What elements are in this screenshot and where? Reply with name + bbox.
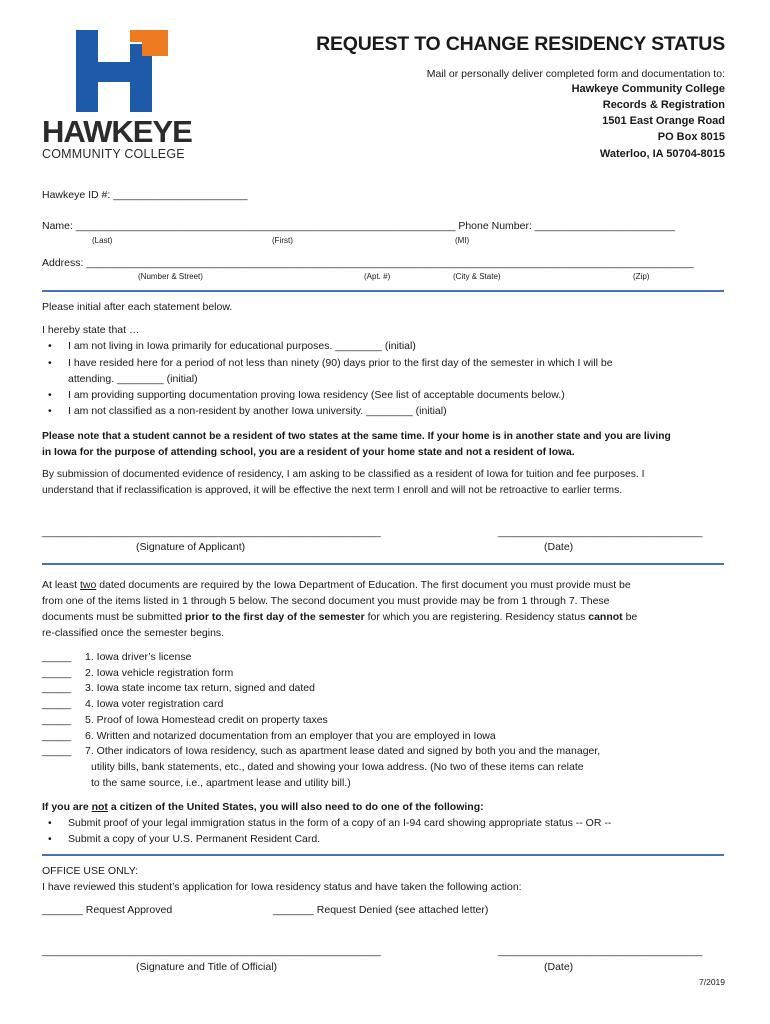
statement-2: I have resided here for a period of not less than ninety (90) days prior to the first day of the semester in which I will be — [68, 357, 613, 369]
official-signature-label: (Signature and Title of Official) — [136, 961, 278, 973]
statement-2-cont[interactable]: attending. ________ (initial) — [68, 373, 198, 385]
residency-note-2: in Iowa for the purpose of attending school, you are a resident of your home state and not a resident of Iowa. — [42, 447, 575, 458]
doc-checkbox-blank[interactable]: _____ — [42, 682, 72, 694]
bullet: • — [48, 389, 52, 401]
label-first: (First) — [272, 236, 293, 245]
label-last: (Last) — [92, 236, 113, 245]
divider-1 — [42, 290, 724, 292]
statement-1[interactable]: I am not living in Iowa primarily for educational purposes. ________ (initial) — [68, 340, 416, 352]
official-date-label: (Date) — [544, 961, 574, 973]
doc-item-7-cont-1: utility bills, bank statements, etc., dated and showing your Iowa address. (No two of these items can relate — [91, 761, 584, 773]
doc-item-5: 5. Proof of Iowa Homestead credit on property taxes — [85, 714, 328, 726]
form-title: REQUEST TO CHANGE RESIDENCY STATUS — [316, 33, 725, 55]
doc-item-1: 1. Iowa driver’s license — [85, 651, 192, 663]
statement-lead: I hereby state that … — [42, 324, 140, 336]
residency-note-1: Please note that a student cannot be a resident of two states at the same time. If your home is in another state and you are living — [42, 431, 671, 442]
address-line-5: Waterloo, IA 50704-8015 — [599, 148, 725, 160]
bullet: • — [48, 817, 52, 829]
label-city-state: (City & State) — [453, 272, 501, 281]
signature-of-applicant-label: (Signature of Applicant) — [136, 541, 246, 553]
applicant-date-line[interactable]: ___________________________________ — [498, 526, 703, 538]
logo-subtitle: COMMUNITY COLLEGE — [42, 147, 185, 161]
mail-instruction: Mail or personally deliver completed form and documentation to: — [426, 68, 725, 80]
doc-item-7: 7. Other indicators of Iowa residency, such as apartment lease dated and signed by both you and the manager, — [85, 745, 601, 757]
bullet: • — [48, 357, 52, 369]
doc-item-7-cont-2: to the same source, i.e., apartment lease and utility bill.) — [91, 777, 351, 789]
statement-4[interactable]: I am not classified as a non-resident by another Iowa university. ________ (initial) — [68, 405, 447, 417]
office-reviewed-text: I have reviewed this student’s application for Iowa residency status and have taken the following action: — [42, 881, 522, 893]
non-citizen-heading: If you are not a citizen of the United States, you will also need to do one of the following: — [42, 801, 484, 813]
doc-checkbox-blank[interactable]: _____ — [42, 714, 72, 726]
label-mi: (MI) — [455, 236, 470, 245]
applicant-signature-line[interactable]: __________________________________________________________ — [42, 526, 381, 538]
address-line-3: 1501 East Orange Road — [602, 115, 725, 127]
label-street: (Number & Street) — [138, 272, 203, 281]
office-use-title: OFFICE USE ONLY: — [42, 865, 139, 877]
hawkeye-id-field[interactable]: Hawkeye ID #: _______________________ — [42, 189, 248, 201]
bullet: • — [48, 405, 52, 417]
college-logo — [42, 30, 190, 160]
official-signature-line[interactable]: __________________________________________________________ — [42, 945, 381, 957]
documents-paragraph-1: At least two dated documents are required by the Iowa Department of Education. The first document you must provide must be — [42, 579, 631, 591]
doc-checkbox-blank[interactable]: _____ — [42, 651, 72, 663]
doc-item-3: 3. Iowa state income tax return, signed and dated — [85, 682, 315, 694]
doc-checkbox-blank[interactable]: _____ — [42, 698, 72, 710]
address-line-4: PO Box 8015 — [657, 131, 725, 143]
doc-item-6: 6. Written and notarized documentation from an employer that you are employed in Iowa — [85, 730, 496, 742]
address-line-2: Records & Registration — [602, 99, 725, 111]
divider-3 — [42, 854, 724, 856]
logo-orange-square — [142, 30, 168, 56]
documents-paragraph-2: from one of the items listed in 1 through 5 below. The second document you must provide may be from 1 through 7. These — [42, 595, 610, 607]
bullet: • — [48, 833, 52, 845]
logo-h-mark — [76, 30, 152, 112]
request-approved-field[interactable]: _______ Request Approved — [42, 904, 173, 916]
name-phone-field[interactable]: Name: _________________________________________________________________ Phone Number: ________________________ — [42, 220, 675, 232]
label-zip: (Zip) — [633, 272, 650, 281]
official-date-line[interactable]: ___________________________________ — [498, 945, 703, 957]
doc-item-4: 4. Iowa voter registration card — [85, 698, 224, 710]
address-line-1: Hawkeye Community College — [571, 83, 725, 95]
label-apt: (Apt. #) — [364, 272, 391, 281]
doc-checkbox-blank[interactable]: _____ — [42, 667, 72, 679]
initial-instruction: Please initial after each statement below. — [42, 301, 233, 313]
citizen-option-2: Submit a copy of your U.S. Permanent Resident Card. — [68, 833, 321, 845]
documents-paragraph-4: re-classified once the semester begins. — [42, 627, 225, 639]
documents-paragraph-3: documents must be submitted prior to the first day of the semester for which you are registering. Residency status cannot be — [42, 611, 638, 623]
address-field[interactable]: Address: ________________________________________________________________________________________________________ — [42, 257, 694, 269]
statement-3: I am providing supporting documentation proving Iowa residency (See list of acceptable documents below.) — [68, 389, 565, 401]
applicant-date-label: (Date) — [544, 541, 574, 553]
bullet: • — [48, 340, 52, 352]
divider-2 — [42, 563, 724, 565]
doc-item-2: 2. Iowa vehicle registration form — [85, 667, 234, 679]
submission-text-2: understand that if reclassification is approved, it will be effective the next term I enroll and will not be retroactive to earlier terms. — [42, 485, 623, 496]
doc-checkbox-blank[interactable]: _____ — [42, 745, 72, 757]
revision-date: 7/2019 — [699, 977, 725, 987]
logo-wordmark: HAWKEYE — [42, 114, 192, 149]
citizen-option-1: Submit proof of your legal immigration status in the form of a copy of an I-94 card showing appropriate status -- OR -- — [68, 817, 612, 829]
doc-checkbox-blank[interactable]: _____ — [42, 730, 72, 742]
request-denied-field[interactable]: _______ Request Denied (see attached letter) — [273, 904, 489, 916]
submission-text-1: By submission of documented evidence of residency, I am asking to be classified as a resident of Iowa for tuition and fee purposes. I — [42, 469, 645, 480]
